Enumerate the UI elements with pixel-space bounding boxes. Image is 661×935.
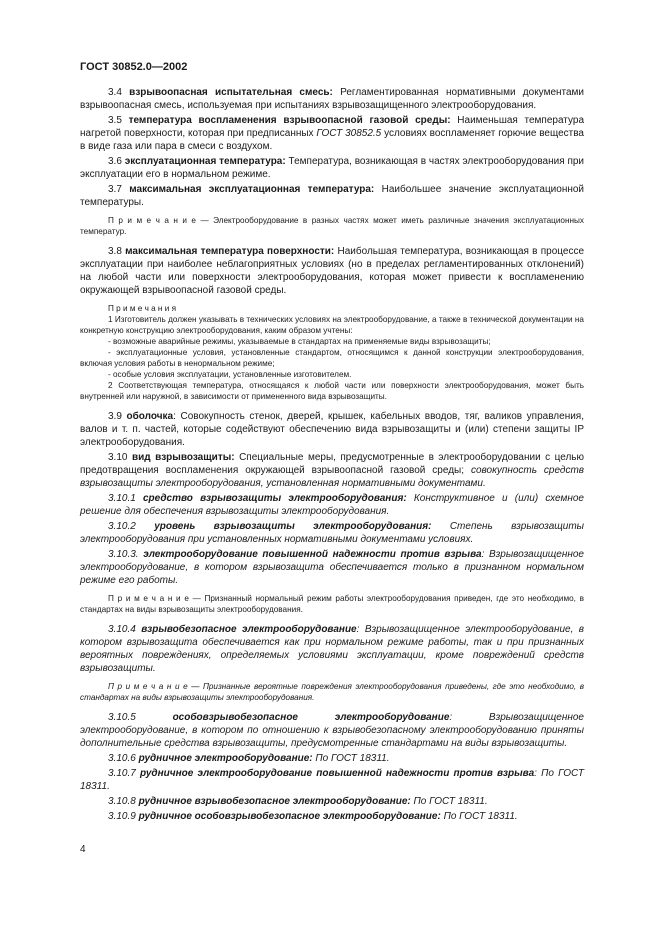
clause-term: особовзрывобезопасное электрооборудование <box>172 712 450 723</box>
clause-number: 3.6 <box>108 156 122 167</box>
clause-3-10 <box>80 451 584 490</box>
clause-term: рудничное особовзрывобезопасное электрооборудование: <box>138 811 441 822</box>
clause-text: : Совокупность стенок, дверей, крышек, кабельных вводов, тяг, валиков управления, валов и т. п. частей, которые содействуют обеспечению вида взрывозащиты и (или) степени защиты IP электрооборудования. <box>80 411 584 448</box>
clause-number: 3.10.3. <box>108 549 139 560</box>
clause-text: Конструктивное и (или) схемное решение для обеспечения взрывозащиты электрооборудования. <box>80 493 584 517</box>
notes-label: П р и м е ч а н и я <box>108 304 177 313</box>
clause-text: : Взрывозащищенное электрооборудование, в котором по отношению к взрывобезопасному электрооборудованию приняты дополнительные средства взрывозащиты, предусмотренные стандартами на виды взрывозащиты. <box>80 712 584 749</box>
note-text: — Признанный нормальный режим работы электрооборудования приведен, где это необходимо, в стандартах на виды взрывозащиты электрооборудования. <box>80 594 584 614</box>
clause-term: оболочка <box>126 411 174 422</box>
note-text: — Электрооборудование в разных частях может иметь различные значения эксплуатационных температур. <box>80 216 584 236</box>
document-header: ГОСТ 30852.0—2002 <box>80 61 188 73</box>
clause-3-5 <box>80 114 584 153</box>
clause-text: Наибольшее значение эксплуатационной температуры. <box>80 184 585 208</box>
clause-text: Температура, возникающая в частях электрооборудования при эксплуатации его в нормальном режиме. <box>80 156 585 180</box>
note-item: 1 Изготовитель должен указывать в технических условиях на электрооборудование, а также в технической документации на конкретную конструкцию электрооборудования, каким образом учтены: <box>80 315 584 335</box>
clause-term: рудничное электрооборудование повышенной надежности против взрыва <box>140 768 535 779</box>
clause-text: Регламентированная нормативными документами взрывоопасная смесь, используемая при испытаниях взрывозащищенного электрооборудования. <box>80 87 585 111</box>
note-text: — Признанные вероятные повреждения электрооборудования приведены, где это необходимо, в стандартах на виды взрывозащиты электрооборудования. <box>80 682 584 702</box>
clause-number: 3.9 <box>108 411 122 422</box>
note-3-10-4 <box>80 681 584 703</box>
clause-number: 3.10.8 <box>108 796 136 807</box>
note-label: П р и м е ч а н и е <box>108 682 188 691</box>
clause-term: эксплуатационная температура: <box>124 156 286 167</box>
clause-term: максимальная температура поверхности: <box>125 246 335 257</box>
document-body <box>80 86 584 825</box>
note-label: П р и м е ч а н и е <box>108 594 189 603</box>
clause-text: По ГОСТ 18311. <box>413 796 488 807</box>
clause-3-10-9 <box>80 810 584 823</box>
clause-number: 3.10.9 <box>108 811 136 822</box>
clause-3-10-6 <box>80 752 584 765</box>
note-3-10-3 <box>80 593 584 615</box>
clause-number: 3.10.5 <box>108 712 136 723</box>
note-bullet: - эксплуатационные условия, установленные стандартом, относящимся к данной конструкции электрооборудования, включая условия работы в ненормальном режиме; <box>80 348 584 368</box>
note-bullet: - особые условия эксплуатации, установленные изготовителем. <box>108 370 352 379</box>
note-bullet: - возможные аварийные режимы, указываемые в стандартах на применяемые виды взрывозащиты; <box>108 337 491 346</box>
clause-number: 3.8 <box>108 246 122 257</box>
clause-text: Специальные меры, предусмотренные в электрооборудовании с целью предотвращения воспламенения окружающей взрывоопасной газовой среды; <box>80 452 585 476</box>
clause-term: рудничное электрооборудование: <box>138 753 313 764</box>
clause-3-4 <box>80 86 584 112</box>
clause-number: 3.10.7 <box>108 768 136 779</box>
clause-term: температура воспламенения взрывоопасной газовой среды: <box>128 115 451 126</box>
clause-text: Наибольшая температура, возникающая в процессе эксплуатации при наиболее неблагоприятных условиях (но в пределах регламентированных отклонений) на любой части или поверхности электрооборудования, которая может привести к воспламенению окружающей взрывоопасной газовой среды. <box>80 246 585 296</box>
clause-number: 3.10.4 <box>108 624 136 635</box>
page-number: 4 <box>80 844 86 855</box>
clause-number: 3.10.1 <box>108 493 136 504</box>
clause-3-6 <box>80 155 584 181</box>
clause-text: : Взрывозащищенное электрооборудование, в котором взрывозащита обеспечивается как при нормальном режиме работы, так и при признанных вероятных повреждениях, определяемых условиями эксплуатации, кроме повреждений средств взрывозащиты. <box>80 624 585 674</box>
clause-3-10-5 <box>80 711 584 750</box>
clause-3-7 <box>80 183 584 209</box>
clause-text-italic: совокупность средств взрывозащиты электрооборудования, установленная нормативными документами. <box>80 465 584 489</box>
clause-number: 3.10 <box>108 452 128 463</box>
clause-3-10-4 <box>80 623 584 675</box>
clause-term: максимальная эксплуатационная температура: <box>129 184 375 195</box>
clause-number: 3.4 <box>108 87 122 98</box>
clause-term: взрывоопасная испытательная смесь: <box>129 87 333 98</box>
note-label: П р и м е ч а н и е <box>108 216 196 225</box>
clause-number: 3.7 <box>108 184 122 195</box>
clause-number: 3.10.2 <box>108 521 136 532</box>
clause-3-8 <box>80 245 584 297</box>
clause-term: уровень взрывозащиты электрооборудования: <box>154 521 432 532</box>
clause-text: : Взрывозащищенное электрооборудование, в котором взрывозащита обеспечивается только в признанном нормальном режиме его работы. <box>80 549 584 586</box>
clause-text: Наименьшая температура нагретой поверхности, которая при предписанных <box>80 115 584 139</box>
note-item: 2 Соответствующая температура, относящаяся к любой части или поверхности электрооборудования, может быть внутренней или наружной, в зависимости от примененного вида взрывозащиты. <box>80 381 584 401</box>
notes-3-8 <box>80 303 584 402</box>
clause-term: взрывобезопасное электрооборудование <box>141 624 357 635</box>
clause-term: вид взрывозащиты: <box>131 452 235 463</box>
clause-number: 3.5 <box>108 115 122 126</box>
clause-3-10-2 <box>80 520 584 546</box>
clause-3-10-8 <box>80 795 584 808</box>
standard-reference: ГОСТ 30852.5 <box>316 128 382 139</box>
note-3-7 <box>80 215 584 237</box>
clause-term: электрооборудование повышенной надежности против взрыва <box>143 549 482 560</box>
clause-term: средство взрывозащиты электрооборудования: <box>143 493 407 504</box>
clause-text: условиях воспламеняет горючие вещества в виде газа или пара в смеси с воздухом. <box>80 128 584 152</box>
clause-3-10-1 <box>80 492 584 518</box>
clause-3-9 <box>80 410 584 449</box>
clause-3-10-3 <box>80 548 584 587</box>
clause-term: рудничное взрывобезопасное электрооборудование: <box>138 796 411 807</box>
clause-text: Степень взрывозащиты электрооборудования при установленных нормативными документами условиях. <box>80 521 585 545</box>
clause-text: По ГОСТ 18311. <box>443 811 518 822</box>
clause-text: : По ГОСТ 18311. <box>80 768 584 792</box>
clause-3-10-7 <box>80 767 584 793</box>
clause-number: 3.10.6 <box>108 753 136 764</box>
clause-text: По ГОСТ 18311. <box>315 753 390 764</box>
